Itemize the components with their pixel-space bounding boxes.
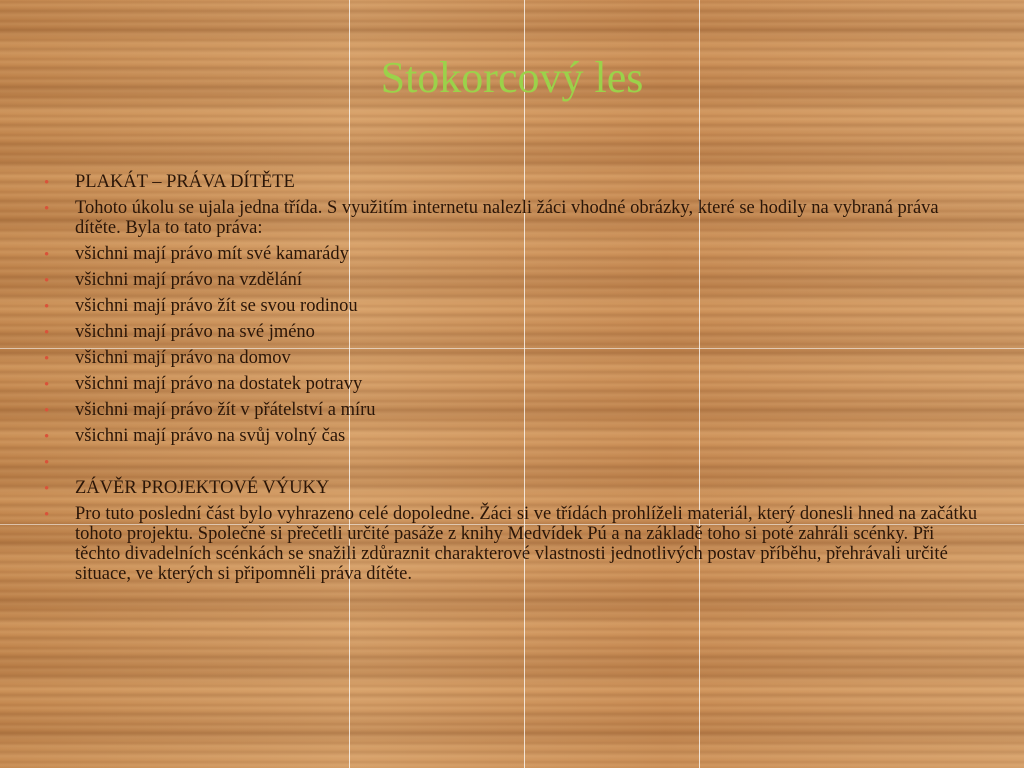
list-item-text: PLAKÁT – PRÁVA DÍTĚTE — [75, 172, 295, 192]
list-item — [44, 172, 984, 192]
list-item — [44, 270, 984, 290]
bullet-icon: • — [44, 299, 50, 315]
list-item — [44, 504, 984, 584]
list-item-text: všichni mají právo na vzdělání — [75, 270, 303, 290]
list-item-text: všichni mají právo na svůj volný čas — [75, 426, 346, 446]
bullet-icon: • — [44, 175, 50, 191]
list-item — [44, 400, 984, 420]
bullet-icon: • — [44, 455, 50, 471]
list-item — [44, 322, 984, 342]
bullet-icon: • — [44, 325, 50, 341]
bullet-icon: • — [44, 377, 50, 393]
list-item-text: všichni mají právo na své jméno — [75, 322, 315, 342]
list-item — [44, 348, 984, 368]
bullet-icon: • — [44, 273, 50, 289]
bullet-icon: • — [44, 481, 50, 497]
list-item-text: všichni mají právo žít se svou rodinou — [75, 296, 358, 316]
slide-title: Stokorcový les — [380, 53, 644, 102]
bullet-icon: • — [44, 507, 50, 523]
bullet-icon: • — [44, 247, 50, 263]
list-item — [44, 374, 984, 394]
list-item-text: všichni mají právo mít své kamarády — [75, 244, 349, 264]
list-item-text: ZÁVĚR PROJEKTOVÉ VÝUKY — [75, 478, 330, 498]
bullet-icon: • — [44, 403, 50, 419]
list-item — [44, 426, 984, 446]
slide-content — [44, 172, 984, 590]
list-item — [44, 452, 984, 472]
bullet-list — [44, 172, 984, 584]
list-item-text: Pro tuto poslední část bylo vyhrazeno celé dopoledne. Žáci si ve třídách prohlíželi materiál, který donesli hned na začátku tohoto projektu. Společně si přečetli určité pasáže z knihy Medvídek Pú a na základě toho si poté zahráli scénky. Při těchto divadelních scénkách se snažili zdůraznit charakterové vlastnosti jednotlivých postav příběhu, přehrávali určité situace, ve kterých si připomněli práva dítěte. — [75, 504, 978, 584]
list-item-text: všichni mají právo na dostatek potravy — [75, 374, 363, 394]
bullet-icon: • — [44, 201, 50, 217]
list-item-text: všichni mají právo na domov — [75, 348, 291, 368]
list-item — [44, 198, 984, 238]
list-item — [44, 478, 984, 498]
bullet-icon: • — [44, 429, 50, 445]
list-item-text: všichni mají právo žít v přátelství a míru — [75, 400, 376, 420]
list-item — [44, 244, 984, 264]
list-item — [44, 296, 984, 316]
list-item-text: Tohoto úkolu se ujala jedna třída. S využitím internetu nalezli žáci vhodné obrázky, které se hodily na vybraná práva dítěte. Byla to tato práva: — [75, 198, 939, 238]
bullet-icon: • — [44, 351, 50, 367]
